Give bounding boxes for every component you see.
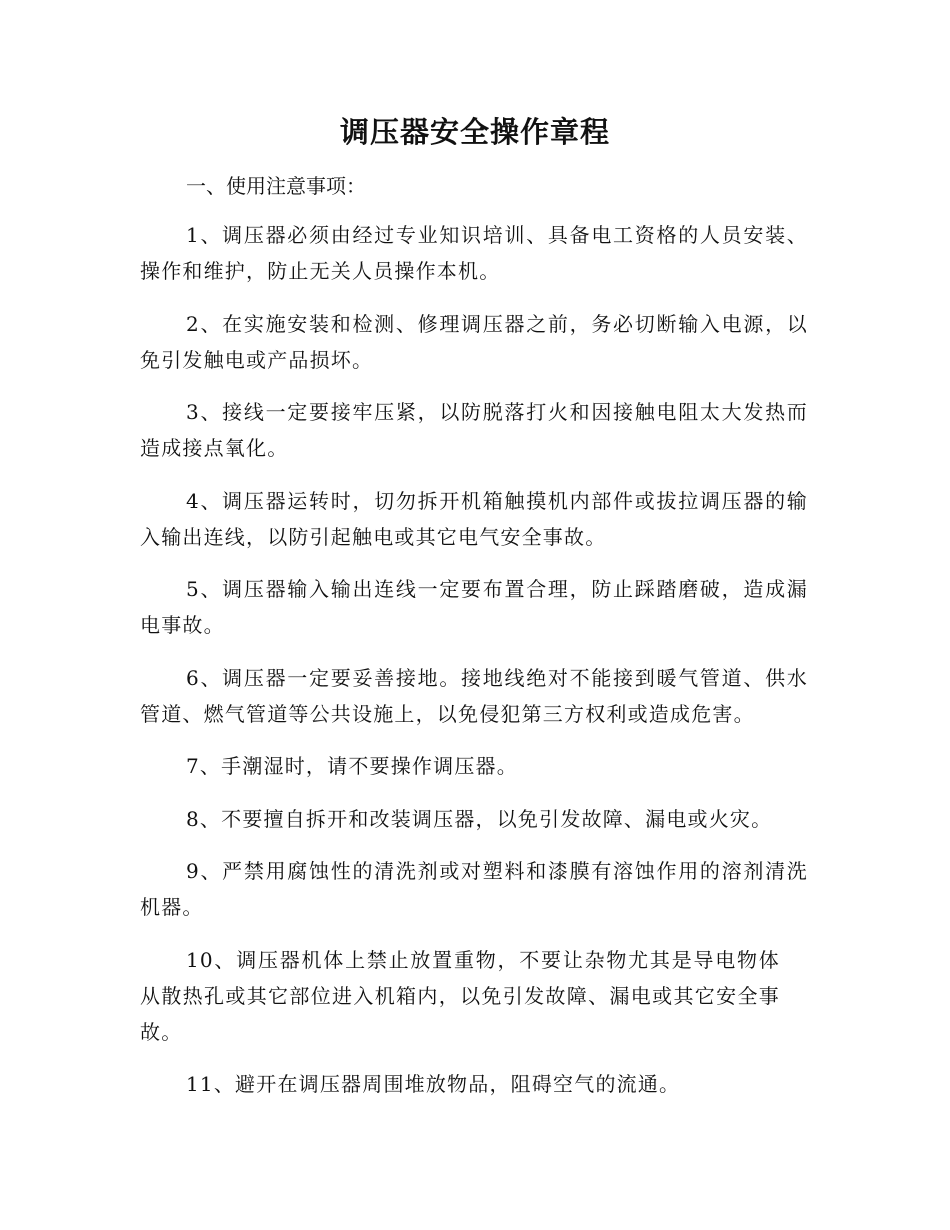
document-title: 调压器安全操作章程 xyxy=(339,115,610,149)
list-item: 8、不要擅自拆开和改装调压器，以免引发故障、漏电或火灾。 xyxy=(186,806,773,831)
list-item: 2、在实施安装和检测、修理调压器之前，务必切断输入电源，以免引发触电或产品损坏。 xyxy=(140,311,808,372)
list-item: 7、手潮湿时，请不要操作调压器。 xyxy=(186,754,518,778)
precautions-list xyxy=(140,217,808,1119)
list-item: 3、接线一定要接牢压紧，以防脱落打火和因接触电阻太大发热而造成接点氧化。 xyxy=(140,400,808,460)
section-heading: 一、使用注意事项： xyxy=(186,174,366,198)
list-item: 1、调压器必须由经过专业知识培训、具备电工资格的人员安装、操作和维护，防止无关人员操作本机。 xyxy=(140,223,808,283)
list-item: 4、调压器运转时，切勿拆开机箱触摸机内部件或拔拉调压器的输入输出连线，以防引起触电或其它电气安全事故。 xyxy=(140,488,808,549)
list-item: 10、调压器机体上禁止放置重物，不要让杂物尤其是导电物体从散热孔或其它部位进入机箱内，以免引发故障、漏电或其它安全事故。 xyxy=(140,947,780,1044)
list-item: 9、严禁用腐蚀性的清洗剂或对塑料和漆膜有溶蚀作用的溶剂清洗机器。 xyxy=(140,859,808,919)
list-item: 11、避开在调压器周围堆放物品，阻碍空气的流通。 xyxy=(186,1072,681,1096)
list-item: 5、调压器输入输出连线一定要布置合理，防止踩踏磨破，造成漏电事故。 xyxy=(140,577,808,637)
list-item: 6、调压器一定要妥善接地。接地线绝对不能接到暖气管道、供水管道、燃气管道等公共设施上，以免侵犯第三方权利或造成危害。 xyxy=(140,665,808,726)
